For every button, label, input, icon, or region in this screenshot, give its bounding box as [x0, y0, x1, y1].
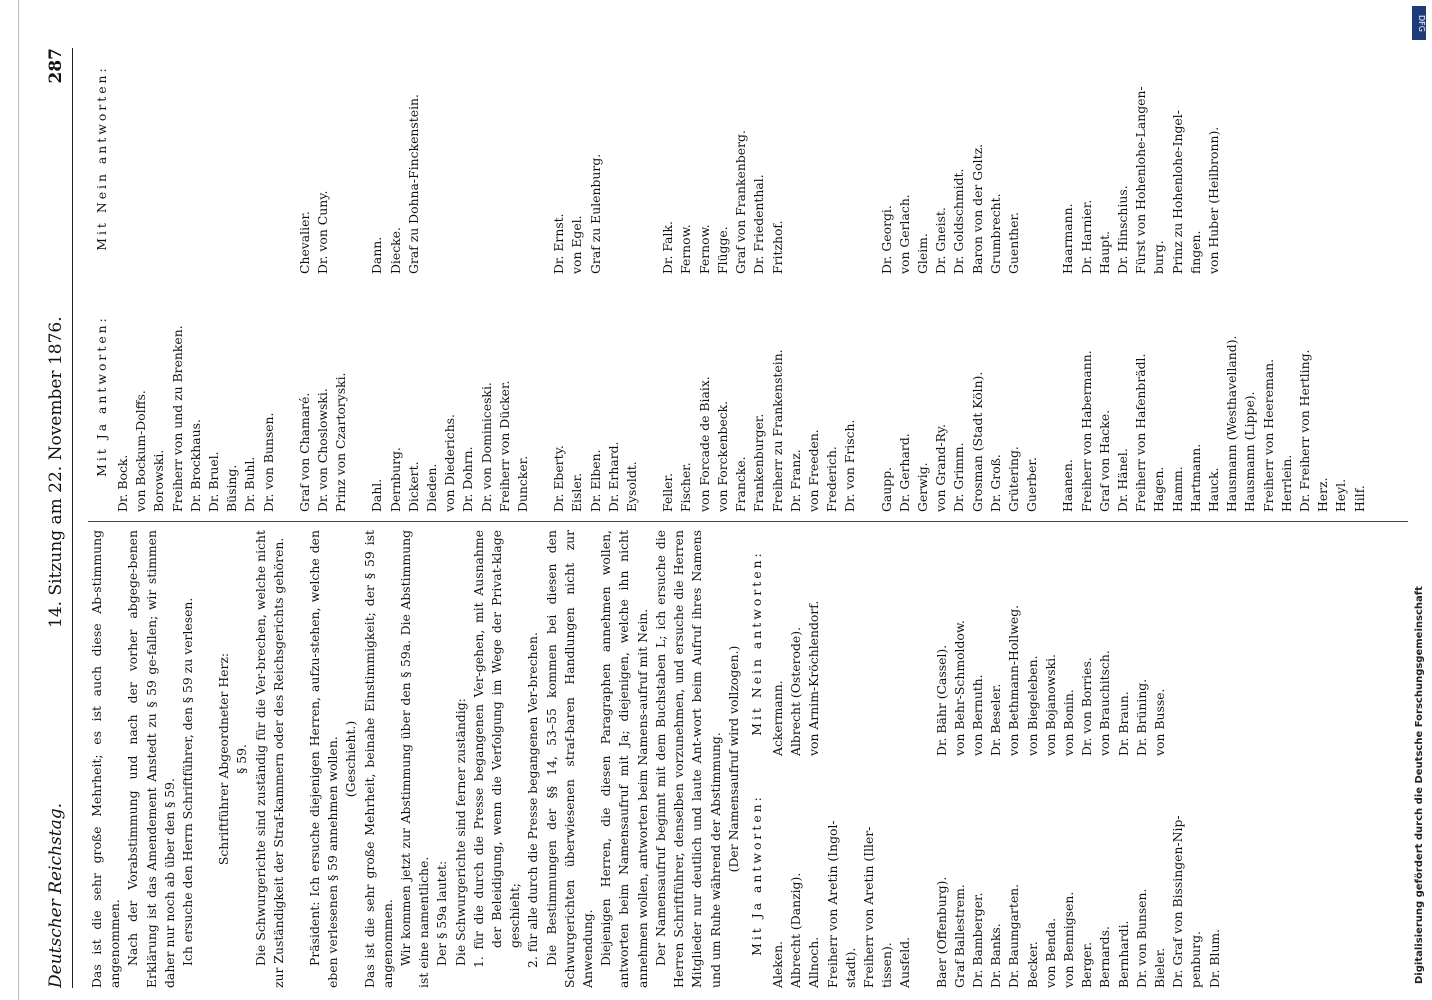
- paragraph-majority-2: Das ist die sehr große Mehrheit, beinahe Einstimmigkeit; der § 59 ist angenommen.: [361, 530, 395, 988]
- member-name: Dr. Baumgarten.: [1006, 883, 1022, 988]
- member-name: Francke.: [733, 456, 749, 512]
- member-name: Dr. Falk.: [660, 221, 676, 274]
- member-name: Aleken.: [769, 940, 785, 988]
- member-name: Allnoch.: [806, 936, 822, 988]
- note-rollcall: (Der Namensaufruf wird vollzogen.): [725, 645, 741, 873]
- yes-list-r-d: [550, 280, 641, 512]
- yes-list-r-a: [114, 280, 278, 512]
- member-name: Herz.: [1315, 477, 1331, 512]
- header-title: Deutscher Reichstag.: [46, 803, 66, 988]
- reader-label: Schriftführer Abgeordneter Herz:: [216, 652, 232, 866]
- yes-list-r-f: [878, 280, 1042, 512]
- member-name: Dr. Blum.: [1206, 928, 1222, 988]
- member-name: Haanen.: [1060, 459, 1076, 512]
- vote-block-a: [769, 530, 915, 988]
- paragraph-rollcall: Der Namensaufruf beginnt mit dem Buchstaben L; ich ersuche die Herren Schriftführer, denselben vorzunehmen, und ersuche die Herren Mitglieder nur deutlich und laute Ant-wort beim Aufruf ihres Namens und um Ruhe während der Abstimmung.: [652, 530, 723, 988]
- member-name: Freiherr von Dücker.: [496, 380, 512, 512]
- member-name: penburg.: [1188, 931, 1204, 988]
- member-name: Berger.: [1079, 941, 1095, 988]
- paragraph-59a-intro: Die Schwurgerichte sind ferner zuständig:: [452, 698, 468, 966]
- paragraph-vote-59a: Wir kommen jetzt zur Abstimmung über den § 59a. Die Abstimmung ist eine namentliche.: [398, 530, 432, 988]
- member-name: Haarmann.: [1060, 203, 1076, 274]
- member-name: Büsing.: [224, 464, 240, 512]
- member-name: Dr. von Choslowski.: [315, 388, 331, 512]
- member-name: Dr. Friedenthal.: [751, 174, 767, 274]
- member-name: Frankenburger.: [751, 413, 767, 512]
- member-name: Bieler.: [1151, 947, 1167, 988]
- section-59-text: Die Schwurgerichte sind zuständig für die Ver-brechen, welche nicht zur Zuständigkeit der Straf-kammern oder des Reichsgerichts gehören.: [252, 530, 286, 988]
- member-name: Gaupp.: [878, 466, 894, 512]
- member-name: Hausmann (Westhavelland).: [1224, 335, 1240, 512]
- section-59-title: § 59.: [234, 744, 250, 774]
- member-name: Hartmann.: [1187, 443, 1203, 512]
- member-name: Becker.: [1024, 941, 1040, 988]
- member-name: Freiherr von und zu Brenken.: [169, 325, 185, 512]
- scan-page-edge: [18, 0, 19, 1000]
- member-name: Hausmann (Lippe).: [1242, 391, 1258, 512]
- member-name: Fischer.: [678, 462, 694, 512]
- member-name: Dr. Brockhaus.: [187, 419, 203, 512]
- member-name: von Freeden.: [805, 429, 821, 512]
- member-name: von Huber (Heilbronn).: [1205, 126, 1221, 274]
- yes-list-a: [769, 762, 915, 988]
- member-name: Guerber.: [1024, 457, 1040, 512]
- member-name: Dernburg.: [387, 447, 403, 512]
- member-name: Herrlein.: [1278, 454, 1294, 512]
- member-name: von Biegeleben.: [1024, 655, 1040, 756]
- member-name: Dr. von Frisch.: [842, 419, 858, 512]
- member-name: Hauck.: [1205, 467, 1221, 512]
- member-name: Fernow.: [696, 224, 712, 274]
- member-name: Dr. Bock.: [115, 454, 130, 512]
- yes-list-b2: [933, 530, 1224, 756]
- member-name: Dr. Elben.: [587, 449, 603, 512]
- yes-list-r-e: [659, 280, 859, 512]
- member-name: Hilf.: [1351, 485, 1367, 512]
- member-name: tissen).: [879, 942, 895, 988]
- member-name: von Busse.: [1151, 688, 1167, 756]
- member-name: von Benda.: [1042, 917, 1058, 988]
- vote-titles-left: [743, 530, 769, 988]
- vote-block-r-a: [114, 42, 278, 512]
- no-list-r-c: [368, 42, 532, 274]
- member-name: Eysoldt.: [624, 461, 640, 512]
- member-name: von Bennigsen.: [1060, 891, 1076, 988]
- member-name: Dr. Goldschmidt.: [951, 168, 967, 274]
- member-name: Albrecht (Osterode).: [788, 626, 804, 756]
- member-name: Freiherr von Hafenbrädl.: [1133, 353, 1149, 512]
- member-name: von Gerlach.: [896, 194, 912, 274]
- vote-block-r-b: [296, 42, 351, 512]
- member-name: von Diederichs.: [442, 414, 458, 512]
- member-name: Dr. von Borries.: [1079, 657, 1095, 756]
- member-name: Dr. von Bunsen.: [1133, 888, 1149, 988]
- vote-block-r-e: [659, 42, 859, 512]
- right-column: [88, 42, 1408, 512]
- member-name: Fritzhof.: [769, 220, 785, 274]
- member-name: Dr. Banks.: [988, 923, 1004, 988]
- member-name: von Behr-Schmoldow.: [951, 620, 967, 756]
- member-name: Graf von Frankenberg.: [733, 130, 749, 274]
- no-list-r-f: [878, 42, 1042, 274]
- member-name: Feller.: [660, 472, 676, 512]
- paragraph-majority-1: Das ist die sehr große Mehrheit; es ist auch diese Ab-stimmung angenommen.: [89, 530, 123, 988]
- no-list-r-d: [550, 42, 641, 274]
- no-title-left: Mit Nein antworten:: [748, 550, 764, 736]
- member-name: Duncker.: [515, 455, 531, 512]
- member-name: Hagen.: [1151, 466, 1167, 512]
- member-name: Dr. Bähr (Cassel).: [933, 644, 949, 756]
- member-name: Freiherr von Aretin (Iller-: [860, 826, 876, 988]
- page-number: 287: [46, 48, 66, 84]
- member-name: Dr. Eberty.: [551, 445, 567, 512]
- member-name: Dr. Harnier.: [1078, 199, 1094, 274]
- member-name: Dahl.: [369, 478, 385, 512]
- rotated-document-page: [30, 0, 1420, 1000]
- member-name: Dr. Hinschius.: [1114, 185, 1130, 274]
- member-name: Freiherr von Heereman.: [1260, 358, 1276, 512]
- paragraph-request-reading: Ich ersuche den Herrn Schriftführer, den § 59 zu verlesen.: [180, 597, 196, 966]
- left-column: [88, 530, 1408, 988]
- president-statement: Präsident: Ich ersuche diejenigen Herren, aufzu-stehen, welche den eben verlesenen § 59 annehmen wollen.: [307, 530, 341, 988]
- member-name: Dr. Freiherr von Hertling.: [1296, 349, 1312, 512]
- member-name: Haupt.: [1096, 230, 1112, 274]
- member-name: Dr. Gerhard.: [896, 433, 912, 512]
- member-name: von Bojanowski.: [1042, 654, 1058, 756]
- yes-title-right: Mit Ja antworten:: [94, 315, 109, 477]
- no-list-r-g: [1059, 42, 1368, 274]
- member-name: Eisler.: [569, 472, 585, 512]
- member-name: Dr. Erhard.: [605, 441, 621, 512]
- member-name: Graf von Chamaré.: [296, 392, 312, 512]
- no-list-r-b: [296, 42, 351, 274]
- vote-block-r-d: [550, 42, 641, 512]
- member-name: von Forcade de Biaix.: [696, 376, 712, 512]
- member-name: Graf von Hacke.: [1096, 409, 1112, 512]
- column-separator: [88, 521, 1408, 522]
- member-name: Dr. Bruel.: [206, 451, 222, 512]
- dfg-logo: DFG: [1412, 6, 1426, 40]
- member-name: von Arnim-Kröchlendorf.: [806, 600, 822, 756]
- member-name: Ackermann.: [769, 680, 785, 756]
- member-name: Prinz von Czartoryski.: [333, 372, 349, 512]
- member-name: Graf Ballestrem.: [951, 884, 967, 988]
- vote-block-r-g: [1059, 42, 1368, 512]
- member-name: von Forckenbeck.: [714, 400, 730, 512]
- member-name: Fernow.: [678, 224, 694, 274]
- member-name: Freiherr zu Frankenstein.: [769, 349, 785, 512]
- digitization-credit: Digitalisierung gefördert durch die Deutsche Forschungsgemeinschaft: [1414, 586, 1425, 984]
- no-list-r-e: [659, 42, 859, 274]
- member-name: Dr. von Dominiceski.: [478, 382, 494, 512]
- member-name: von Bethmann-Hollweg.: [1006, 604, 1022, 756]
- paragraph-provisions: Die Bestimmungen der §§ 14, 53–55 kommen bei diesen den Schwurgerichten überwiesenen straf-baren Handlungen nicht zur Anwendung.: [543, 530, 596, 988]
- member-name: Diecke.: [387, 227, 403, 274]
- member-name: Guenther.: [1005, 212, 1021, 274]
- member-name: Bernhardi.: [1115, 920, 1131, 988]
- page-header: [42, 48, 73, 988]
- member-name: Dr. Bamberger.: [969, 892, 985, 988]
- member-name: von Brauchitsch.: [1097, 650, 1113, 756]
- member-name: Dr. Graf von Bissingen-Nip-: [1170, 815, 1186, 988]
- member-name: Ausfeld.: [897, 936, 913, 988]
- member-name: Grosman (Stadt Köln).: [969, 371, 985, 512]
- member-name: Bernards.: [1097, 926, 1113, 988]
- yes-list-r-g: [1059, 280, 1368, 512]
- no-list-a: [769, 530, 915, 756]
- member-name: Hamm.: [1169, 466, 1185, 512]
- member-name: Dann.: [369, 236, 385, 274]
- member-name: Graf zu Dohna-Finckenstein.: [405, 94, 421, 274]
- member-name: Baron von der Goltz.: [969, 143, 985, 274]
- no-title-right: Mit Nein antworten:: [94, 65, 109, 251]
- member-name: Fürst von Hohenlohe-Langen-: [1133, 86, 1149, 274]
- member-name: Borowski.: [151, 449, 167, 512]
- member-name: Gleim.: [914, 233, 930, 274]
- member-name: Chevalier.: [296, 211, 312, 274]
- member-name: Dr. Brüning.: [1133, 678, 1149, 756]
- member-name: von Bonin.: [1060, 689, 1076, 756]
- member-name: Baer (Offenburg).: [933, 876, 949, 988]
- member-name: Dr. Dohrn.: [460, 446, 476, 512]
- member-name: Dr. von Bunsen.: [260, 412, 276, 512]
- member-name: Dr. Buhl.: [242, 456, 258, 512]
- member-name: Albrecht (Danzig).: [788, 872, 804, 988]
- member-name: Grumbrecht.: [987, 193, 1003, 274]
- member-name: Dr. von Cuny.: [315, 190, 331, 274]
- member-name: Heyl.: [1333, 478, 1349, 512]
- member-name: Dr. Grimm.: [951, 442, 967, 512]
- member-name: fingen.: [1187, 230, 1203, 274]
- yes-title-left: Mit Ja antworten:: [748, 794, 764, 956]
- list-item-59a-2: 2. für alle durch die Presse begangenen Ver-brechen.: [525, 632, 541, 968]
- member-name: Graf zu Eulenburg.: [587, 153, 603, 274]
- member-name: Dr. Georgi.: [878, 205, 894, 274]
- member-name: Freiherr von Aretin (Ingol-: [824, 820, 840, 988]
- yes-list-r-c: [368, 280, 532, 512]
- member-name: von Grand-Ry.: [933, 423, 949, 512]
- member-name: Flügge.: [714, 226, 730, 274]
- member-name: Grütering.: [1005, 446, 1021, 512]
- member-name: Dr. Franz.: [787, 449, 803, 512]
- member-name: Frederich.: [824, 446, 840, 512]
- member-name: Gerwig.: [914, 462, 930, 512]
- member-name: Freiherr von Habermann.: [1078, 350, 1094, 512]
- member-name: Dieden.: [424, 463, 440, 512]
- paragraph-preliminary-vote: Nach der Vorabstimmung und nach der vorher abgege-benen Erklärung ist das Amendement Anstedt zu § 59 ge-fallen; wir stimmen daher nur noch ab über den § 59.: [125, 530, 177, 988]
- member-name: Dr. Hänel.: [1114, 448, 1130, 512]
- member-name: Dr. Gneist.: [933, 207, 949, 274]
- member-name: von Bernuth.: [969, 674, 985, 756]
- member-name: stadt).: [842, 947, 858, 988]
- member-name: von Bockum-Dolffs.: [133, 390, 149, 512]
- vote-titles-right: [88, 42, 114, 512]
- vote-block-r-f: [878, 42, 1042, 512]
- member-name: Dickert.: [405, 461, 421, 512]
- paragraph-59a-reads: Der § 59a lautet:: [434, 860, 450, 966]
- vote-block-r-c: [368, 42, 532, 512]
- member-name: Dr. Ernst.: [551, 213, 567, 274]
- header-session: 14. Sitzung am 22. November 1876.: [46, 316, 66, 628]
- list-item-59a-1: 1. für die durch die Presse begangenen Ver-gehen, mit Ausnahme der Beleidigung, wenn die Verfolgung im Wege der Privat-klage geschieht;: [470, 530, 523, 968]
- vote-block-b: [933, 530, 1224, 988]
- member-name: Dr. Braun.: [1115, 691, 1131, 756]
- member-name: Dr. Beseler.: [988, 683, 1004, 756]
- member-name: burg.: [1151, 240, 1167, 274]
- member-name: Dr. Groß.: [987, 454, 1003, 512]
- paragraph-instruction: Diejenigen Herren, die diesen Paragraphen annehmen wollen, antworten beim Namensaufruf mit Ja; diejenigen, welche ihn nicht annehmen wollen, antworten beim Namens-aufruf mit Nein.: [598, 530, 650, 988]
- yes-list-b1: [933, 762, 1224, 988]
- note-done: (Geschieht.): [343, 720, 359, 798]
- yes-list-r-b: [296, 280, 351, 512]
- member-name: Prinz zu Hohenlohe-Ingel-: [1169, 110, 1185, 274]
- member-name: von Egel.: [569, 215, 585, 274]
